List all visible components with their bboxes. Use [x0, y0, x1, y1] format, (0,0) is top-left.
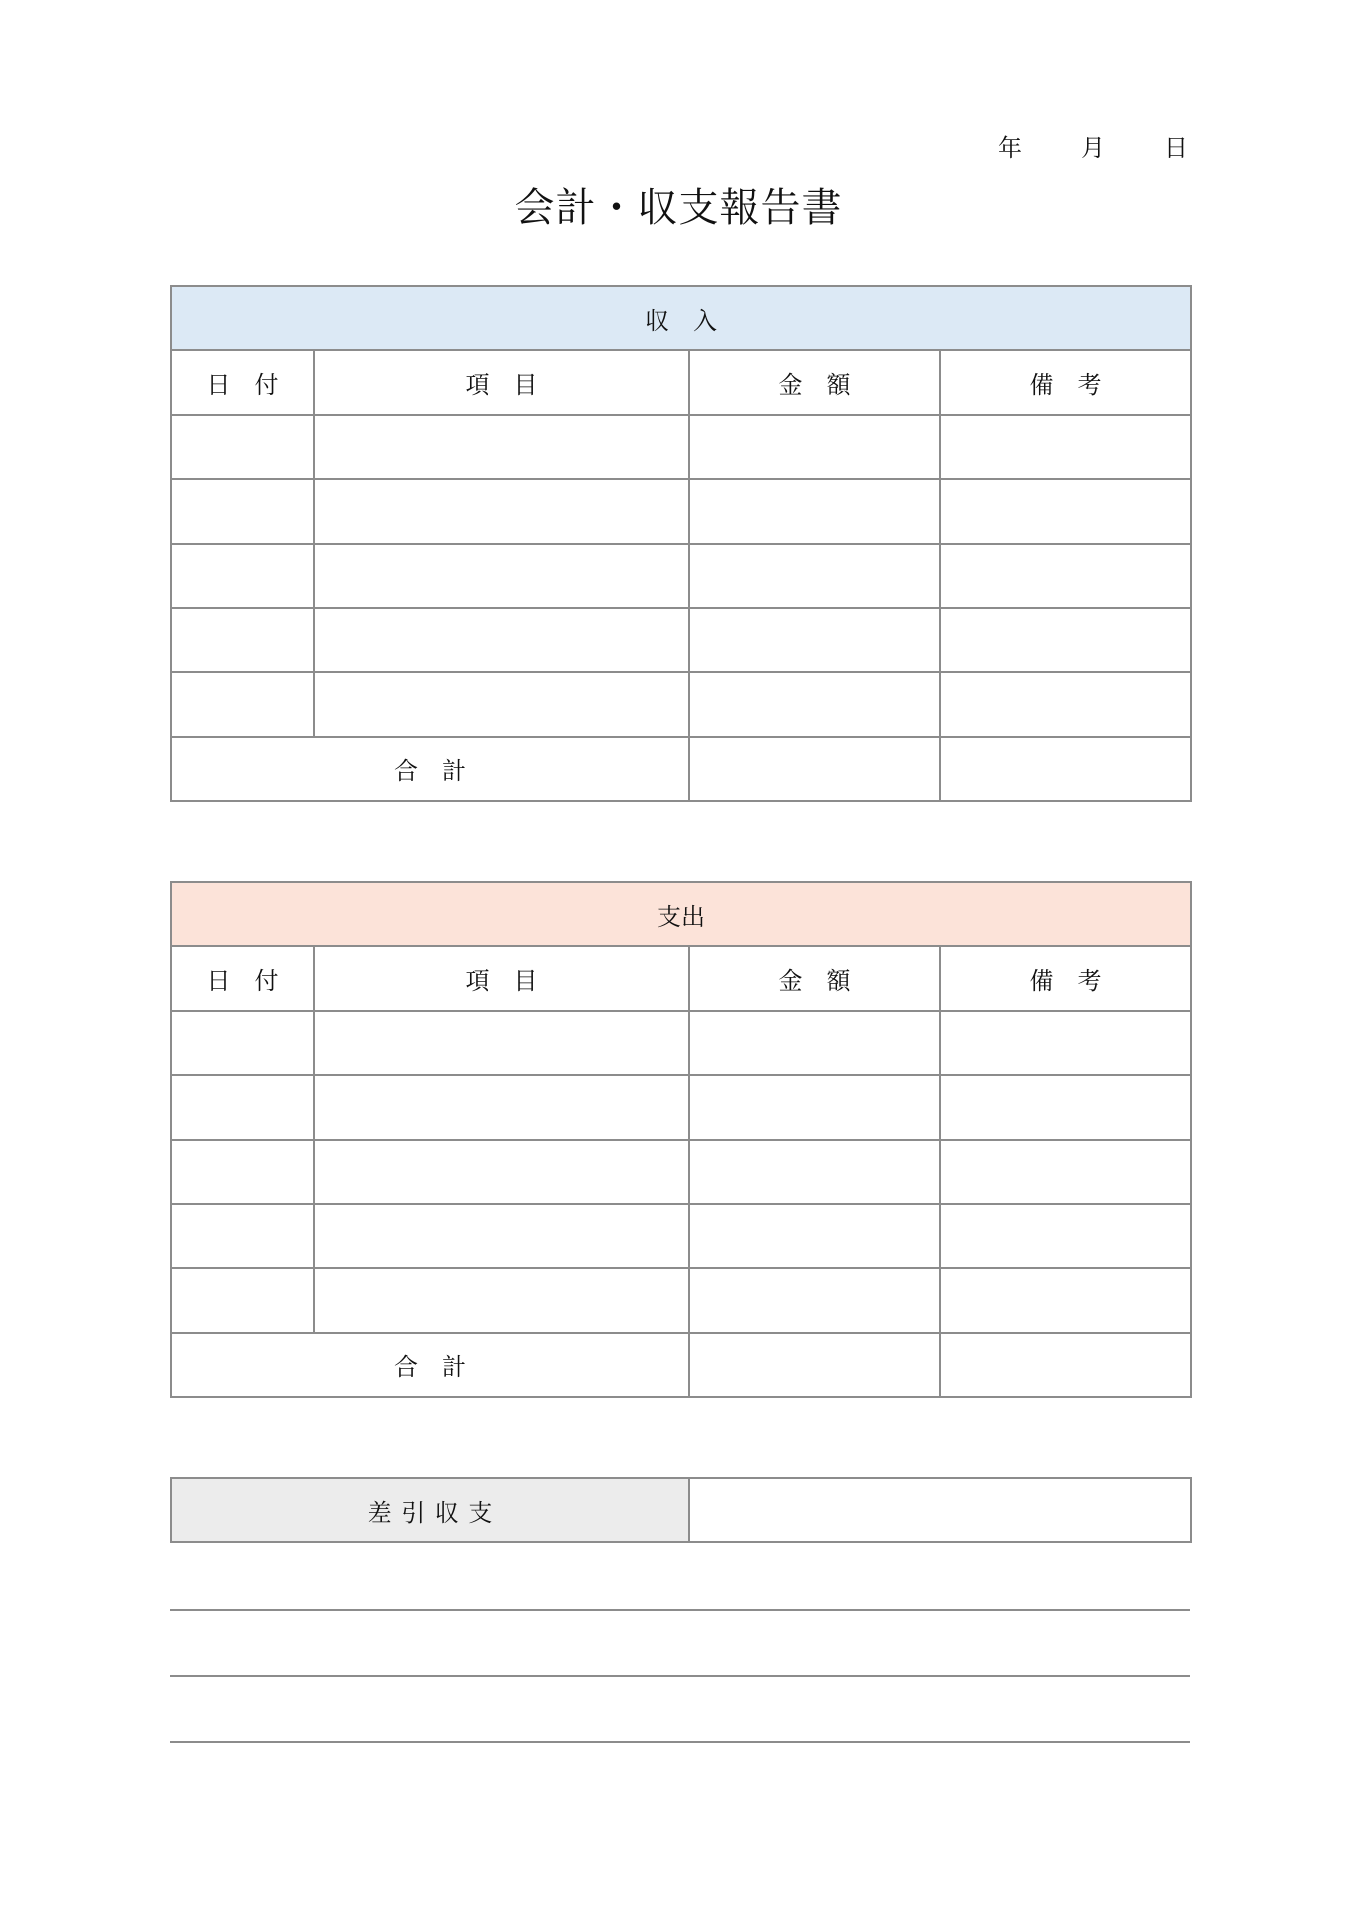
note-line[interactable] — [170, 1741, 1190, 1743]
amount-cell[interactable] — [689, 415, 940, 479]
note-cell[interactable] — [940, 479, 1191, 543]
total-label: 合 計 — [171, 737, 689, 801]
total-amount[interactable] — [689, 737, 940, 801]
table-row — [171, 1075, 1191, 1139]
table-row — [171, 608, 1191, 672]
col-note: 備 考 — [940, 350, 1191, 414]
col-amount: 金 額 — [689, 350, 940, 414]
note-cell[interactable] — [940, 544, 1191, 608]
table-row — [171, 544, 1191, 608]
date-year: 年 — [998, 134, 1022, 162]
date-cell[interactable] — [171, 1075, 314, 1139]
table-row — [171, 1011, 1191, 1075]
total-row — [171, 737, 1191, 801]
note-cell[interactable] — [940, 672, 1191, 736]
expense-header: 支出 — [171, 882, 1191, 946]
balance-value[interactable] — [689, 1478, 1191, 1542]
amount-cell[interactable] — [689, 479, 940, 543]
table-row — [171, 1140, 1191, 1204]
amount-cell[interactable] — [689, 672, 940, 736]
note-line[interactable] — [170, 1675, 1190, 1677]
date-month: 月 — [1081, 134, 1105, 162]
amount-cell[interactable] — [689, 1268, 940, 1332]
date-cell[interactable] — [171, 479, 314, 543]
amount-cell[interactable] — [689, 1140, 940, 1204]
date-cell[interactable] — [171, 672, 314, 736]
date-line — [0, 128, 1357, 168]
table-row — [171, 672, 1191, 736]
balance-table — [170, 1477, 1192, 1543]
total-amount[interactable] — [689, 1333, 940, 1397]
col-date: 日 付 — [171, 946, 314, 1010]
col-date: 日 付 — [171, 350, 314, 414]
date-cell[interactable] — [171, 1204, 314, 1268]
note-cell[interactable] — [940, 415, 1191, 479]
item-cell[interactable] — [314, 1140, 689, 1204]
date-cell[interactable] — [171, 415, 314, 479]
amount-cell[interactable] — [689, 608, 940, 672]
table-row — [171, 1204, 1191, 1268]
note-line[interactable] — [170, 1609, 1190, 1611]
amount-cell[interactable] — [689, 1075, 940, 1139]
note-cell[interactable] — [940, 608, 1191, 672]
col-item: 項 目 — [314, 946, 689, 1010]
note-cell[interactable] — [940, 1268, 1191, 1332]
table-row — [171, 1268, 1191, 1332]
total-row — [171, 1333, 1191, 1397]
item-cell[interactable] — [314, 1075, 689, 1139]
note-cell[interactable] — [940, 1075, 1191, 1139]
amount-cell[interactable] — [689, 1204, 940, 1268]
note-cell[interactable] — [940, 1011, 1191, 1075]
amount-cell[interactable] — [689, 544, 940, 608]
total-note[interactable] — [940, 1333, 1191, 1397]
col-item: 項 目 — [314, 350, 689, 414]
table-row — [171, 479, 1191, 543]
date-cell[interactable] — [171, 1268, 314, 1332]
item-cell[interactable] — [314, 672, 689, 736]
note-cell[interactable] — [940, 1140, 1191, 1204]
item-cell[interactable] — [314, 1204, 689, 1268]
date-cell[interactable] — [171, 1140, 314, 1204]
note-cell[interactable] — [940, 1204, 1191, 1268]
date-cell[interactable] — [171, 1011, 314, 1075]
item-cell[interactable] — [314, 479, 689, 543]
date-cell[interactable] — [171, 608, 314, 672]
item-cell[interactable] — [314, 1268, 689, 1332]
date-cell[interactable] — [171, 544, 314, 608]
item-cell[interactable] — [314, 415, 689, 479]
date-day: 日 — [1164, 134, 1188, 162]
balance-label: 差引収支 — [171, 1478, 689, 1542]
item-cell[interactable] — [314, 544, 689, 608]
col-note: 備 考 — [940, 946, 1191, 1010]
item-cell[interactable] — [314, 1011, 689, 1075]
col-amount: 金 額 — [689, 946, 940, 1010]
income-table — [170, 285, 1192, 802]
item-cell[interactable] — [314, 608, 689, 672]
page-title: 会計・収支報告書 — [514, 185, 843, 231]
total-label: 合 計 — [171, 1333, 689, 1397]
amount-cell[interactable] — [689, 1011, 940, 1075]
income-header: 収 入 — [171, 286, 1191, 350]
total-note[interactable] — [940, 737, 1191, 801]
table-row — [171, 415, 1191, 479]
expense-table — [170, 881, 1192, 1398]
